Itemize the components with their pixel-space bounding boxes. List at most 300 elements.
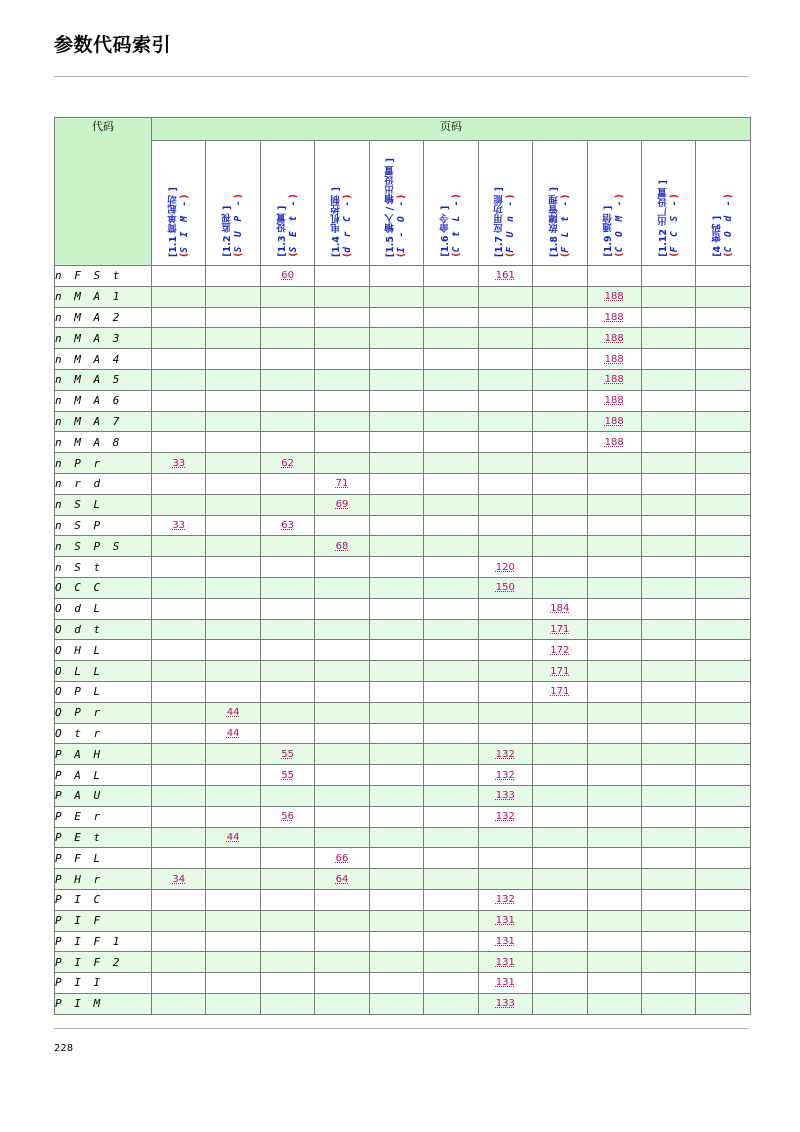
- page-cell: [152, 661, 206, 682]
- page-cell: [478, 889, 532, 910]
- parameter-code: O t r: [55, 723, 152, 744]
- page-cell: [533, 806, 587, 827]
- page-cell: [424, 973, 478, 994]
- menu-code: C t L -: [450, 198, 462, 253]
- page-cell: [369, 910, 423, 931]
- parameter-code: n S P S: [55, 536, 152, 557]
- page-cell: [315, 952, 369, 973]
- page-cell: [315, 765, 369, 786]
- page-cell: [641, 702, 695, 723]
- page-link[interactable]: 33: [172, 457, 186, 469]
- page-link[interactable]: 132: [495, 769, 515, 781]
- page-cell: [152, 432, 206, 453]
- page-cell: [533, 869, 587, 890]
- page-cell: [152, 744, 206, 765]
- page-cell: [533, 473, 587, 494]
- page-cell: [587, 266, 641, 287]
- parameter-code: P E t: [55, 827, 152, 848]
- menu-header-8: [533, 141, 587, 266]
- close-paren: ): [450, 194, 462, 199]
- page-cell: [260, 723, 314, 744]
- menu-name: [1.6 命令 ]: [439, 205, 451, 257]
- table-row: [55, 869, 751, 890]
- page-cell: [696, 328, 751, 349]
- table-row: [55, 349, 751, 370]
- page-link[interactable]: 188: [604, 291, 624, 303]
- page-cell: [641, 307, 695, 328]
- page-link[interactable]: 171: [550, 623, 570, 635]
- parameter-code: n S t: [55, 557, 152, 578]
- parameter-code: O d L: [55, 598, 152, 619]
- page-cell: [152, 889, 206, 910]
- page-cell: [424, 702, 478, 723]
- parameter-code: O C C: [55, 577, 152, 598]
- parameter-code: n S L: [55, 494, 152, 515]
- menu-header-4: [315, 141, 369, 266]
- page-cell: [369, 993, 423, 1014]
- page-cell: [206, 827, 260, 848]
- page-cell: [424, 910, 478, 931]
- page-cell: [152, 349, 206, 370]
- page-link[interactable]: 71: [335, 478, 349, 490]
- page-cell: [206, 577, 260, 598]
- page-cell: [424, 286, 478, 307]
- page-cell: [260, 494, 314, 515]
- page-cell: [641, 952, 695, 973]
- page-cell: [369, 931, 423, 952]
- page-cell: [696, 390, 751, 411]
- page-cell: [424, 640, 478, 661]
- page-link[interactable]: 33: [172, 519, 186, 531]
- page-cell: [206, 494, 260, 515]
- page-cell: [641, 432, 695, 453]
- table-row: [55, 266, 751, 287]
- page-link[interactable]: 69: [335, 499, 349, 511]
- page-cell: [369, 681, 423, 702]
- page-cell: [315, 577, 369, 598]
- page-cell: [206, 765, 260, 786]
- page-link[interactable]: 131: [495, 915, 515, 927]
- page-cell: [315, 702, 369, 723]
- page-cell: [369, 785, 423, 806]
- page-cell: [152, 390, 206, 411]
- menu-code: S U P -: [233, 198, 245, 253]
- page-cell: [478, 515, 532, 536]
- page-cell: [260, 993, 314, 1014]
- page-cell: [424, 453, 478, 474]
- page-cell: [152, 973, 206, 994]
- page-link[interactable]: 161: [495, 270, 515, 282]
- page-cell: [369, 744, 423, 765]
- page-cell: [152, 494, 206, 515]
- page-link[interactable]: 55: [281, 748, 294, 760]
- page-cell: [641, 827, 695, 848]
- page-cell: [206, 369, 260, 390]
- page-cell: [206, 993, 260, 1014]
- page-cell: [315, 536, 369, 557]
- page-cell: [206, 619, 260, 640]
- page-cell: [260, 266, 314, 287]
- page-link[interactable]: 131: [495, 935, 515, 947]
- page-cell: [641, 993, 695, 1014]
- parameter-code: P A L: [55, 765, 152, 786]
- page-link[interactable]: 188: [604, 374, 624, 386]
- page-cell: [206, 702, 260, 723]
- page-cell: [424, 369, 478, 390]
- menu-label: [277, 194, 299, 257]
- page-cell: [533, 369, 587, 390]
- page-cell: [696, 702, 751, 723]
- page-cell: [424, 889, 478, 910]
- page-cell: [696, 869, 751, 890]
- page-cell: [478, 952, 532, 973]
- page-cell: [478, 661, 532, 682]
- parameter-code: O H L: [55, 640, 152, 661]
- page-cell: [641, 806, 695, 827]
- page-cell: [533, 557, 587, 578]
- table-row: [55, 993, 751, 1014]
- menu-code: F C S -: [668, 198, 680, 253]
- page-cell: [260, 973, 314, 994]
- page-cell: [478, 619, 532, 640]
- page-cell: [152, 765, 206, 786]
- page-cell: [369, 702, 423, 723]
- page-cell: [587, 889, 641, 910]
- page-cell: [587, 411, 641, 432]
- table-row: [55, 577, 751, 598]
- table-body: [55, 266, 751, 1015]
- page-cell: [260, 806, 314, 827]
- page-cell: [369, 349, 423, 370]
- page-link[interactable]: 64: [335, 873, 349, 885]
- page-cell: [641, 411, 695, 432]
- page-cell: [641, 869, 695, 890]
- page-cell: [206, 473, 260, 494]
- page-cell: [424, 598, 478, 619]
- page-link[interactable]: 131: [495, 956, 515, 968]
- page-link[interactable]: 184: [550, 603, 570, 615]
- page-cell: [696, 661, 751, 682]
- menu-label: [603, 194, 625, 257]
- page-link[interactable]: 132: [495, 748, 515, 760]
- page-cell: [260, 432, 314, 453]
- page-cell: [369, 848, 423, 869]
- page-link[interactable]: 68: [335, 540, 349, 552]
- page-cell: [696, 910, 751, 931]
- page-cell: [369, 973, 423, 994]
- page-cell: [641, 453, 695, 474]
- page-cell: [206, 598, 260, 619]
- parameter-code: O d t: [55, 619, 152, 640]
- menu-name: [1.5 输入 / 输出设置 ]: [385, 157, 397, 257]
- page-cell: [641, 515, 695, 536]
- page-cell: [587, 307, 641, 328]
- page-cell: [424, 266, 478, 287]
- page-cell: [424, 931, 478, 952]
- page-cell: [152, 827, 206, 848]
- page-cell: [369, 765, 423, 786]
- page-cell: [696, 619, 751, 640]
- table-row: [55, 640, 751, 661]
- close-paren: ): [505, 194, 517, 199]
- page-cell: [424, 307, 478, 328]
- page-cell: [260, 640, 314, 661]
- page-cell: [587, 473, 641, 494]
- page-cell: [260, 681, 314, 702]
- page-cell: [533, 827, 587, 848]
- page-cell: [696, 557, 751, 578]
- page-cell: [206, 536, 260, 557]
- page-link[interactable]: 131: [495, 977, 515, 989]
- page-cell: [206, 806, 260, 827]
- table-row: [55, 806, 751, 827]
- page-link[interactable]: 188: [604, 395, 624, 407]
- page-cell: [369, 266, 423, 287]
- page-cell: [369, 640, 423, 661]
- parameter-code: P I F: [55, 910, 152, 931]
- table-row: [55, 494, 751, 515]
- page-cell: [696, 598, 751, 619]
- page-cell: [478, 702, 532, 723]
- page-link[interactable]: 133: [495, 998, 515, 1010]
- page-cell: [696, 993, 751, 1014]
- table-row: [55, 557, 751, 578]
- page-cell: [696, 349, 751, 370]
- page-link[interactable]: 188: [604, 436, 624, 448]
- page-link[interactable]: 34: [172, 873, 186, 885]
- table-row: [55, 598, 751, 619]
- page-cell: [696, 515, 751, 536]
- table-row: [55, 390, 751, 411]
- page-cell: [478, 910, 532, 931]
- page-link[interactable]: 150: [495, 582, 515, 594]
- close-paren: ): [723, 194, 735, 199]
- table-row: [55, 536, 751, 557]
- page-link[interactable]: 62: [281, 457, 294, 469]
- page-cell: [478, 390, 532, 411]
- page-cell: [533, 390, 587, 411]
- page-cell: [206, 349, 260, 370]
- page-cell: [641, 349, 695, 370]
- parameter-code: n M A 6: [55, 390, 152, 411]
- page-link[interactable]: 60: [281, 270, 294, 282]
- page-cell: [587, 432, 641, 453]
- page-link[interactable]: 56: [281, 811, 294, 823]
- page-cell: [696, 931, 751, 952]
- page-cell: [478, 369, 532, 390]
- menu-header-2: [206, 141, 260, 266]
- page-cell: [696, 744, 751, 765]
- page-link[interactable]: 171: [550, 686, 570, 698]
- page-cell: [152, 869, 206, 890]
- page-cell: [533, 765, 587, 786]
- page-cell: [587, 931, 641, 952]
- page-link[interactable]: 133: [495, 790, 515, 802]
- open-paren: (: [668, 252, 680, 257]
- page-cell: [587, 848, 641, 869]
- parameter-code: n M A 2: [55, 307, 152, 328]
- page-cell: [424, 536, 478, 557]
- page-cell: [587, 349, 641, 370]
- page-cell: [315, 681, 369, 702]
- page-cell: [260, 349, 314, 370]
- page-cell: [206, 328, 260, 349]
- header-divider: [54, 76, 749, 77]
- page-cell: [478, 453, 532, 474]
- page-link[interactable]: 188: [604, 415, 624, 427]
- page-cell: [696, 369, 751, 390]
- page-cell: [152, 307, 206, 328]
- page-cell: [152, 640, 206, 661]
- page-cell: [152, 952, 206, 973]
- page-cell: [424, 432, 478, 453]
- page-cell: [533, 723, 587, 744]
- table-row: [55, 785, 751, 806]
- page-cell: [533, 577, 587, 598]
- page-link[interactable]: 132: [495, 894, 515, 906]
- page-cell: [533, 598, 587, 619]
- open-paren: (: [396, 252, 408, 257]
- page-cell: [260, 307, 314, 328]
- page-cell: [533, 515, 587, 536]
- page-cell: [260, 577, 314, 598]
- page-cell: [641, 681, 695, 702]
- menu-label: [712, 194, 734, 257]
- page-cell: [641, 848, 695, 869]
- page-cell: [260, 515, 314, 536]
- page-link[interactable]: 132: [495, 811, 515, 823]
- page-link[interactable]: 188: [604, 353, 624, 365]
- page-cell: [587, 952, 641, 973]
- menu-label: [494, 187, 516, 257]
- parameter-code: O L L: [55, 661, 152, 682]
- page-cell: [152, 598, 206, 619]
- page-cell: [206, 744, 260, 765]
- page-cell: [641, 557, 695, 578]
- page-cell: [315, 369, 369, 390]
- page-link[interactable]: 44: [226, 707, 240, 719]
- page-cell: [424, 411, 478, 432]
- page-cell: [424, 869, 478, 890]
- page-link[interactable]: 188: [604, 311, 624, 323]
- page-link[interactable]: 44: [226, 831, 240, 843]
- page-cell: [696, 681, 751, 702]
- page-link[interactable]: 188: [604, 332, 624, 344]
- menu-header-1: [152, 141, 206, 266]
- page-cell: [587, 661, 641, 682]
- page-cell: [478, 806, 532, 827]
- page-cell: [533, 702, 587, 723]
- page-cell: [587, 827, 641, 848]
- page-cell: [369, 453, 423, 474]
- page-cell: [315, 349, 369, 370]
- page-cell: [696, 536, 751, 557]
- page-cell: [315, 931, 369, 952]
- menu-label: [385, 158, 407, 257]
- page-cell: [260, 785, 314, 806]
- page-cell: [587, 993, 641, 1014]
- page-link[interactable]: 63: [281, 519, 294, 531]
- page-cell: [478, 931, 532, 952]
- menu-header-11: [696, 141, 751, 266]
- page-cell: [315, 598, 369, 619]
- open-paren: (: [559, 252, 571, 257]
- page-cell: [369, 577, 423, 598]
- page-cell: [424, 661, 478, 682]
- page-cell: [424, 349, 478, 370]
- page-cell: [696, 765, 751, 786]
- page-cell: [478, 723, 532, 744]
- page-cell: [696, 577, 751, 598]
- page-cell: [641, 910, 695, 931]
- close-paren: ): [342, 194, 354, 199]
- page-cell: [206, 848, 260, 869]
- table-row: [55, 931, 751, 952]
- page-cell: [478, 848, 532, 869]
- page-cell: [641, 494, 695, 515]
- page-link[interactable]: 172: [550, 644, 570, 656]
- page-cell: [424, 473, 478, 494]
- page-link[interactable]: 55: [281, 769, 294, 781]
- open-paren: (: [450, 252, 462, 257]
- page-column-header: 页码: [152, 118, 751, 141]
- page-cell: [533, 848, 587, 869]
- page-link[interactable]: 120: [495, 561, 515, 573]
- parameter-code: P I F 2: [55, 952, 152, 973]
- page-cell: [152, 848, 206, 869]
- parameter-code: P I M: [55, 993, 152, 1014]
- page-cell: [152, 453, 206, 474]
- page-link[interactable]: 66: [335, 852, 349, 864]
- table-row: [55, 765, 751, 786]
- page-cell: [478, 266, 532, 287]
- page-cell: [424, 619, 478, 640]
- page-cell: [696, 827, 751, 848]
- page-link[interactable]: 44: [226, 727, 240, 739]
- page-cell: [260, 744, 314, 765]
- parameter-code: O P r: [55, 702, 152, 723]
- page-cell: [260, 557, 314, 578]
- page-cell: [369, 827, 423, 848]
- menu-name: [1.8 故障管理 ]: [548, 186, 560, 257]
- page-cell: [152, 369, 206, 390]
- page-cell: [478, 681, 532, 702]
- table-row: [55, 702, 751, 723]
- page-cell: [206, 869, 260, 890]
- table-row: [55, 307, 751, 328]
- page-cell: [369, 536, 423, 557]
- parameter-code: n r d: [55, 473, 152, 494]
- page-cell: [641, 973, 695, 994]
- page-cell: [587, 286, 641, 307]
- page-cell: [424, 577, 478, 598]
- page-cell: [315, 494, 369, 515]
- table-row: [55, 848, 751, 869]
- menu-label: [222, 194, 244, 257]
- page-cell: [641, 640, 695, 661]
- page-cell: [152, 536, 206, 557]
- page-cell: [533, 307, 587, 328]
- page-cell: [424, 993, 478, 1014]
- page-cell: [696, 453, 751, 474]
- page-cell: [206, 973, 260, 994]
- page-cell: [206, 453, 260, 474]
- page-link[interactable]: 171: [550, 665, 570, 677]
- page-cell: [587, 369, 641, 390]
- page-cell: [369, 473, 423, 494]
- parameter-code: O P L: [55, 681, 152, 702]
- page-title: 参数代码索引: [54, 34, 172, 56]
